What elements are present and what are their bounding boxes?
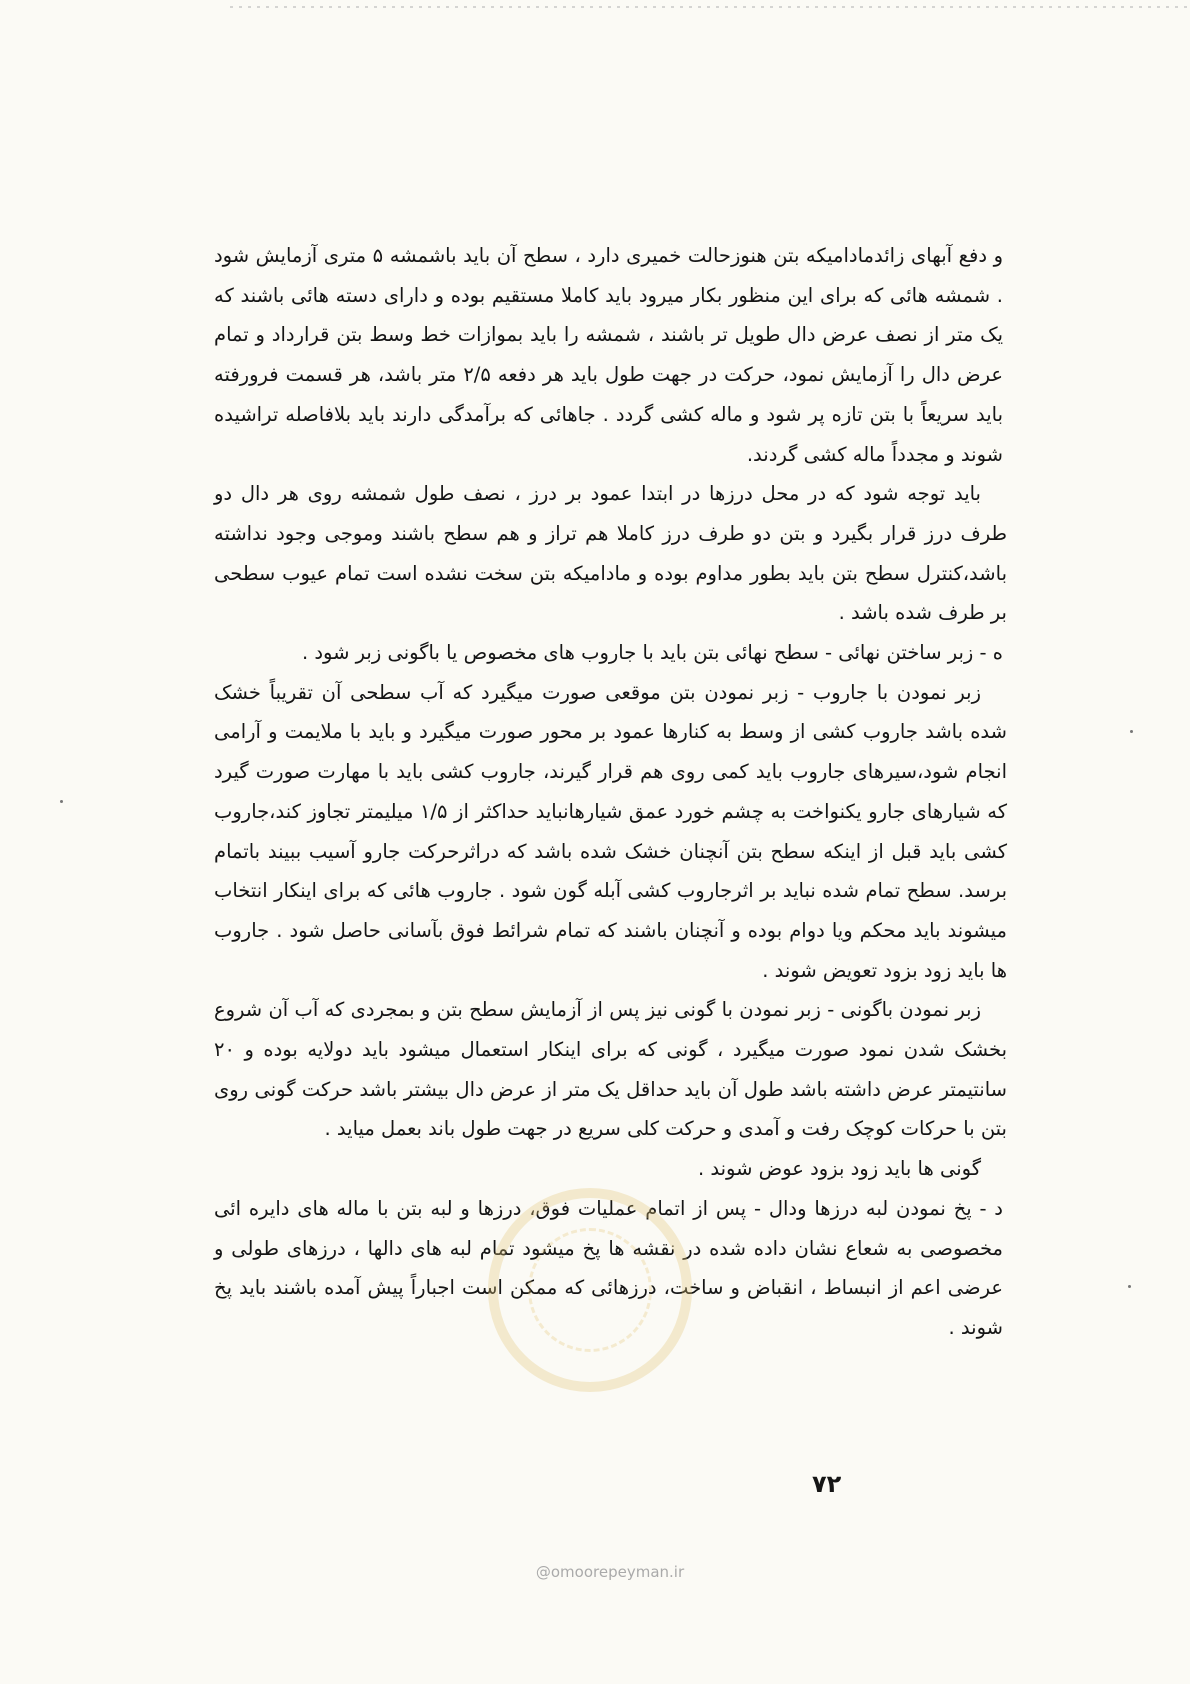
paragraph-burlap-replace: گونی ها باید زود بزود عوض شوند . <box>697 1157 981 1181</box>
paragraph-burlap-texturing: زبر نمودن باگونی - زبر نمودن با گونی نیز پس از آزمایش سطح بتن و بمجردی که آب آن شروع بخشک شدن نمود صورت میگیرد ، گونی که برای اینکار استعمال میشود باید دولایه بوده و ۲۰ سانتیمتر عرض داشته باشد طول آن باید حداقل یک متر از عرض دال بیشتر باشد حرکت گونی روی بتن با حرکات کوچک رفت و آمدی و حرکت کلی سریع در جهت طول باند بعمل میاید . <box>214 998 1007 1141</box>
page-number: ۷۲ <box>812 1470 842 1498</box>
paragraph-edging: د - پخ نمودن لبه درزها ودال - پس از اتمام عملیات فوق، درزها و لبه بتن با ماله های دایره ائی مخصوصی به شعاع نشان داده شده در نقشه ها پخ میشود تمام لبه های دالها ، درزهای طولی و عرضی اعم از انبساط ، انقباض و ساخت، درزهائی که ممکن است اجباراً پیش آمده باشند باید پخ شوند . <box>214 1196 1003 1339</box>
paragraph-final-texturing: ه - زبر ساختن نهائی - سطح نهائی بتن باید با جاروب های مخصوص یا باگونی زبر شود . <box>301 641 1003 665</box>
paragraph-surface-test: و دفع آبهای زائدمادامیکه بتن هنوزحالت خمیری دارد ، سطح آن باید باشمشه ۵ متری آزمایش شود . شمشه هائی که برای این منظور بکار میرود باید کاملا مستقیم بوده و دارای دسته هائی باشند که یک متر از نصف عرض دال طویل تر باشند ، شمشه را باید بموازات خط وسط بتن قرارداد و تمام عرض دال را آزمایش نمود، حرکت در جهت طول باید هر دفعه ۲/۵ متر باشد، هر قسمت فرورفته باید سریعاً با بتن تازه پر شود و ماله کشی گردد . جاهائی که برآمدگی دارند باید بلافاصله تراشیده شوند و مجدداً ماله کشی گردند. <box>214 244 1003 466</box>
scan-speck <box>1130 730 1133 733</box>
watermark-seal <box>488 1188 692 1392</box>
watermark-seal-inner <box>528 1228 652 1352</box>
paragraph-broom-texturing: زبر نمودن با جاروب - زبر نمودن بتن موقعی صورت میگیرد که آب سطحی آن تقریباً خشک شده باشد جاروب کشی از وسط به کنارها عمود بر محور صورت میگیرد و باید با ملایمت و آرامی انجام شود،سیرهای جاروب باید کمی روی هم قرار گیرند، جاروب کشی باید با مهارت صورت گیرد که شیارهای جارو یکنواخت به چشم خورد عمق شیارهانباید حداکثر از ۱/۵ میلیمتر تجاوز کند،جاروب کشی باید قبل از اینکه سطح بتن آنچنان خشک شده باشد که دراثرحرکت جارو آسیب ببیند باتمام برسد. سطح تمام شده نباید بر اثرجاروب کشی آبله گون شود . جاروب هائی که برای اینکار انتخاب میشوند باید محکم ویا دوام بوده و آنچنان باشند که تمام شرائط فوق بآسانی حاصل شود . جاروب ها باید زود بزود تعویض شوند . <box>214 680 1007 982</box>
scan-edge-top <box>230 6 1190 8</box>
watermark-site-label: @omoorepeyman.ir <box>535 1563 685 1581</box>
scan-speck <box>60 800 63 803</box>
document-body <box>214 236 1007 1348</box>
scan-speck <box>1128 1285 1131 1288</box>
paragraph-joints: باید توجه شود که در محل درزها در ابتدا عمود بر درز ، نصف طول شمشه روی هر دال دو طرف درز قرار بگیرد و بتن دو طرف درز کاملا هم تراز و هم سطح باشند وموجی وجود نداشته باشد،کنترل سطح بتن باید بطور مداوم بوده و مادامیکه بتن سخت نشده است تمام عیوب سطحی بر طرف شده باشد . <box>214 482 1007 625</box>
